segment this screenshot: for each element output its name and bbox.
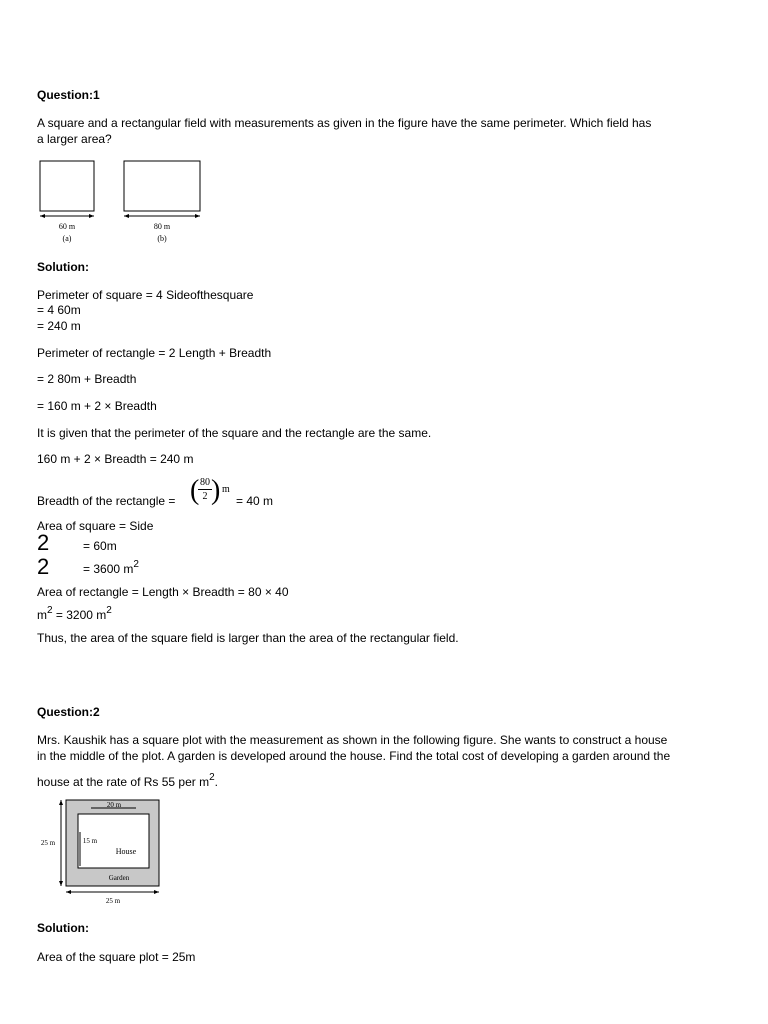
- q2-text-line3: [37, 772, 219, 791]
- square-field: [40, 161, 94, 211]
- house-label: House: [115, 847, 137, 856]
- rectangle-field: [124, 161, 200, 211]
- top-dim-label: 20 m: [106, 801, 122, 809]
- garden-label: Garden: [108, 874, 130, 882]
- solution-line: = 160 m + 2 × Breadth: [37, 399, 157, 413]
- arrow-right-icon: [89, 214, 94, 218]
- solution-line: Area of square = Side: [37, 519, 154, 533]
- q1-text-line2: a larger area?: [37, 132, 112, 146]
- q1-figure: [36, 158, 216, 248]
- fraction-numerator: 80: [200, 477, 210, 488]
- exponent-two: 2: [37, 554, 50, 579]
- solution-line: = 2 80m + Breadth: [37, 372, 137, 386]
- figure-a-label: (a): [62, 234, 72, 243]
- unit-m: m: [37, 608, 47, 622]
- fraction: [190, 474, 234, 510]
- fraction-bar: [198, 489, 212, 490]
- superscript: 2: [106, 605, 112, 616]
- fraction-unit: m: [222, 484, 230, 495]
- left-dim-label: 25 m: [40, 839, 56, 847]
- q2-heading: Question:2: [37, 705, 100, 719]
- solution-line: [83, 559, 139, 578]
- q2-text-line1: Mrs. Kaushik has a square plot with the measurement as shown in the following figure. She wants to construct a house: [37, 733, 668, 747]
- rectangle-dim-label: 80 m: [153, 222, 171, 231]
- area-rect-value: = 3200 m: [52, 608, 107, 622]
- arrow-left-icon: [124, 214, 129, 218]
- superscript: 2: [47, 605, 53, 616]
- solution-line: It is given that the perimeter of the square and the rectangle are the same.: [37, 426, 432, 440]
- q2-text-line2: in the middle of the plot. A garden is developed around the house. Find the total cost of developing a garden around the: [37, 749, 671, 763]
- q1-heading: Question:1: [37, 88, 100, 102]
- solution-line: = 4 60m: [37, 303, 81, 317]
- area-square-value: = 3600 m: [83, 562, 134, 576]
- breadth-prefix: Breadth of the rectangle =: [37, 494, 176, 508]
- q1-solution-heading: Solution:: [37, 260, 89, 274]
- solution-line: Perimeter of square = 4 Sideofthesquare: [37, 288, 254, 302]
- square-dim-label: 60 m: [58, 222, 76, 231]
- superscript: 2: [209, 772, 215, 783]
- arrow-right-icon: [154, 890, 159, 894]
- left-paren: (: [190, 475, 200, 506]
- breadth-suffix: = 40 m: [236, 494, 274, 508]
- solution-line: 160 m + 2 × Breadth = 240 m: [37, 452, 194, 466]
- q2-rate-text: house at the rate of Rs 55 per m: [37, 775, 210, 789]
- figure-b-label: (b): [157, 234, 167, 243]
- solution-line: Area of rectangle = Length × Breadth = 80 × 40: [37, 585, 289, 599]
- arrow-down-icon: [59, 881, 63, 886]
- exponent-two: 2: [37, 530, 50, 555]
- arrow-up-icon: [59, 800, 63, 805]
- solution-conclusion: Thus, the area of the square field is larger than the area of the rectangular field.: [37, 631, 459, 645]
- solution-line: Perimeter of rectangle = 2 Length + Breadth: [37, 346, 272, 360]
- solution-line: [37, 605, 112, 624]
- arrow-right-icon: [195, 214, 200, 218]
- q2-figure: [36, 796, 166, 908]
- fraction-denominator: 2: [202, 491, 208, 502]
- right-paren: ): [211, 475, 221, 506]
- solution-line: = 240 m: [37, 319, 81, 333]
- q1-text-line1: A square and a rectangular field with measurements as given in the figure have the same perimeter. Which field has: [37, 116, 652, 130]
- q2-solution-heading: Solution:: [37, 921, 89, 935]
- arrow-left-icon: [66, 890, 71, 894]
- superscript: 2: [133, 559, 139, 570]
- bottom-dim-label: 25 m: [105, 897, 121, 905]
- solution-line: = 60m: [83, 539, 117, 553]
- q2-solution-line: Area of the square plot = 25m: [37, 950, 196, 964]
- arrow-left-icon: [40, 214, 45, 218]
- period: .: [214, 775, 219, 789]
- solution-line-breadth: [37, 494, 175, 508]
- inner-dim-label: 15 m: [82, 837, 98, 845]
